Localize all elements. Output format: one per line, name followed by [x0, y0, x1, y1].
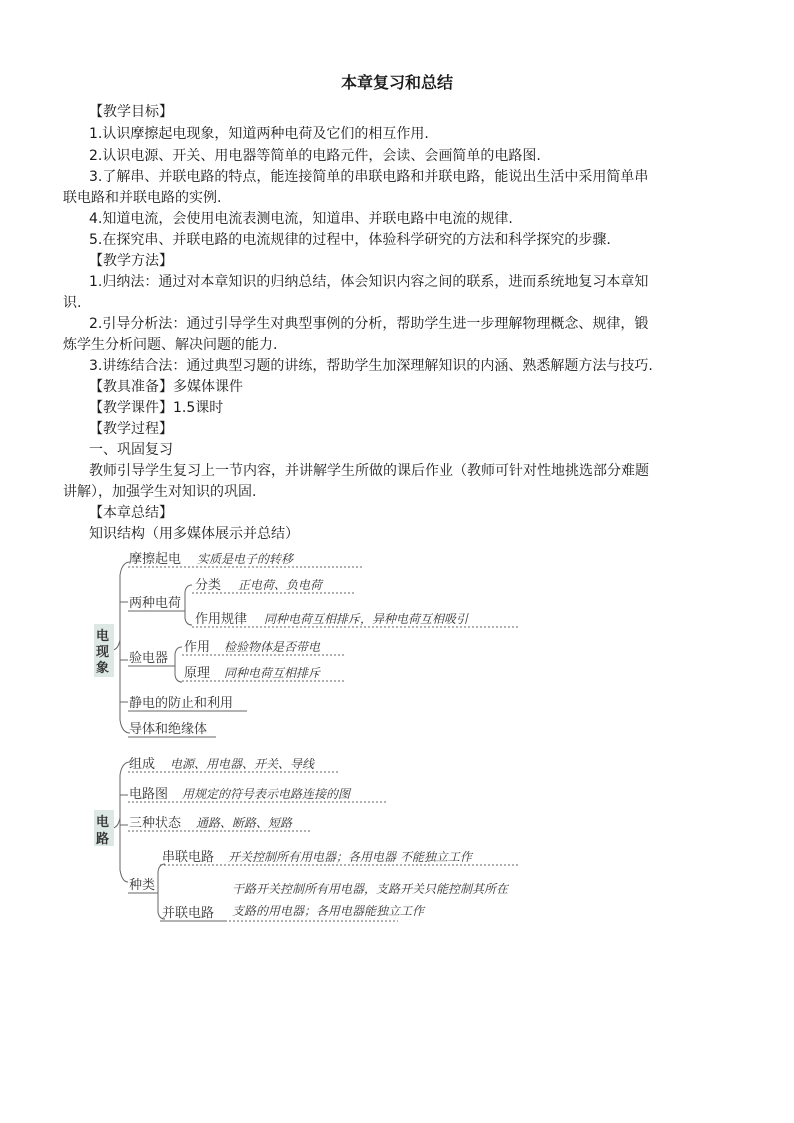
desc-circuit-diagram: 用规定的符号表示电路连接的图: [182, 787, 351, 801]
equipment-line: 【教具准备】多媒体课件: [89, 379, 243, 395]
node-parallel: 并联电路: [162, 906, 215, 921]
goals-heading: 【教学目标】: [89, 104, 173, 120]
bracket-line: [185, 585, 192, 611]
desc-parallel-1: 干路开关控制所有用电器，支路开关只能控制其所在: [232, 882, 509, 896]
node-principle: 原理: [184, 666, 211, 681]
desc-friction: 实质是电子的转移: [197, 552, 294, 566]
node-interaction: 作用规律: [195, 612, 248, 627]
desc-series: 开关控制所有用电器；各用电器 不能独立工作: [228, 850, 472, 864]
node-function: 作用: [184, 640, 211, 655]
process-heading: 【教学过程】: [89, 421, 173, 437]
desc-composition: 电源、用电器、开关、导线: [170, 757, 315, 771]
goal-item-2: 2.认识电源、开关、用电器等简单的电路元件，会读、会画简单的电路图.: [89, 148, 541, 164]
bracket-line: [175, 666, 182, 682]
desc-interaction: 同种电荷互相排斥，异种电荷互相吸引: [264, 612, 469, 626]
process-para-2: 讲解），加强学生对知识的巩固.: [63, 484, 257, 500]
desc-function: 检验物体是否带电: [224, 640, 321, 654]
desc-states: 通路、断路、短路: [196, 816, 293, 830]
method-item-2: 2.引导分析法：通过引导学生对典型事例的分析，帮助学生进一步理解物理概念、规律，锻: [89, 316, 649, 332]
root-label-char: 电: [96, 815, 110, 830]
process-step-1: 一、巩固复习: [89, 442, 173, 458]
bracket-line: [120, 818, 128, 882]
summary-heading: 【本章总结】: [89, 505, 173, 521]
bracket-line: [185, 611, 192, 625]
hours-line: 【教学课件】1.5课时: [89, 400, 224, 416]
root-label-char: 现: [96, 645, 110, 660]
bracket-line: [158, 864, 165, 893]
node-types: 种类: [129, 878, 156, 893]
goal-item-1: 1.认识摩擦起电现象，知道两种电荷及它们的相互作用.: [89, 126, 429, 142]
node-conductor: 导体和绝缘体: [129, 722, 208, 737]
node-series: 串联电路: [162, 850, 215, 865]
method-item-2-cont: 炼学生分析问题、解决问题的能力.: [63, 337, 278, 353]
goal-item-4: 4.知道电流，会使用电流表测电流，知道串、并联电路中电流的规律.: [89, 211, 513, 227]
node-circuit-diagram: 电路图: [129, 787, 169, 802]
desc-principle: 同种电荷互相排斥: [224, 666, 321, 680]
page-title: 本章复习和总结: [340, 73, 453, 92]
node-static: 静电的防止和利用: [129, 696, 234, 711]
node-two-charges: 两种电荷: [129, 596, 182, 611]
methods-heading: 【教学方法】: [89, 253, 173, 269]
node-friction: 摩擦起电: [129, 552, 182, 567]
goal-item-3: 3.了解串、并联电路的特点，能连接简单的串联电路和并联电路，能说出生活中采用简单串: [89, 169, 649, 185]
node-electroscope: 验电器: [129, 651, 169, 666]
root-label-char: 象: [96, 661, 110, 676]
goal-item-3-cont: 联电路和并联电路的实例.: [63, 190, 222, 206]
method-item-1-cont: 识.: [63, 295, 82, 311]
bracket-line: [112, 562, 130, 650]
method-item-1: 1.归纳法：通过对本章知识的归纳总结，体会知识内容之间的联系，进而系统地复习本章知: [89, 274, 649, 290]
node-classify: 分类: [195, 578, 222, 593]
desc-parallel-2: 支路的用电器；各用电器能独立工作: [232, 904, 425, 918]
bracket-line: [175, 647, 182, 666]
node-states: 三种状态: [129, 816, 182, 831]
desc-classify: 正电荷、负电荷: [238, 578, 323, 592]
method-item-3: 3.讲练结合法：通过典型习题的讲练，帮助学生加深理解知识的内涵、熟悉解题方法与技巧.: [89, 358, 653, 374]
goal-item-5: 5.在探究串、并联电路的电流规律的过程中，体验科学研究的方法和科学探究的步骤.: [89, 232, 611, 248]
structure-caption: 知识结构（用多媒体展示并总结）: [89, 526, 299, 542]
process-para-1: 教师引导学生复习上一节内容，并讲解学生所做的课后作业（教师可针对性地挑选部分难题: [89, 463, 649, 479]
root-label-char: 电: [96, 629, 110, 644]
root-label-char: 路: [96, 832, 110, 847]
node-composition: 组成: [129, 757, 156, 772]
